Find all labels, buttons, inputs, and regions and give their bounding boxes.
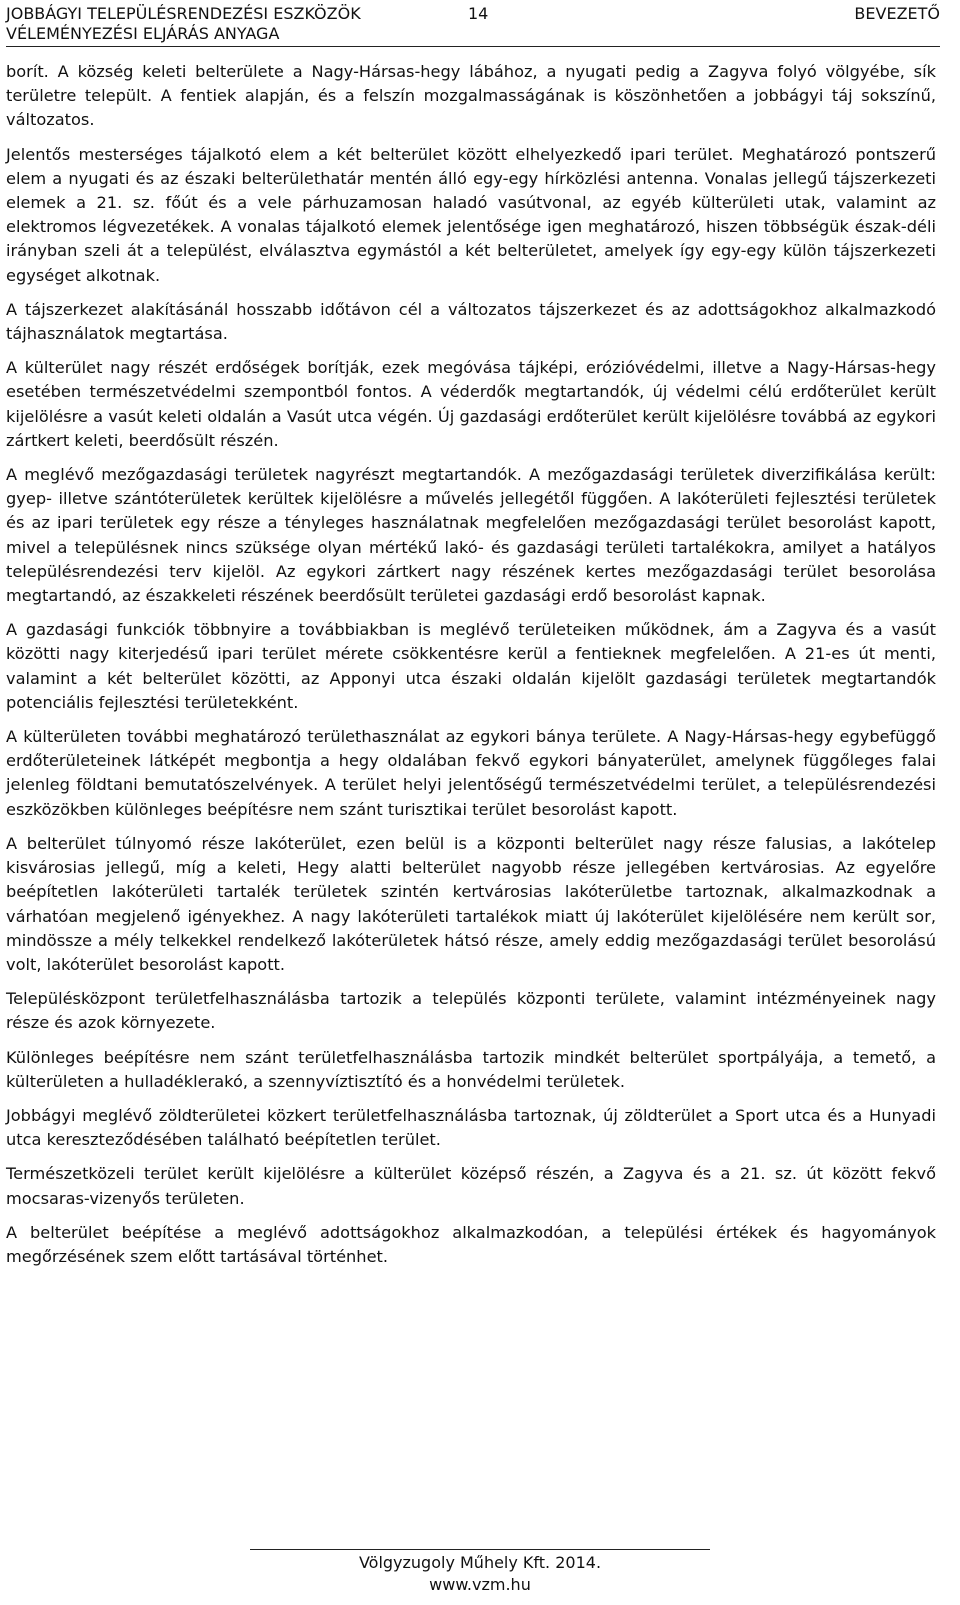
page-number: 14 — [468, 4, 489, 23]
document-title — [6, 4, 361, 44]
body-text — [6, 60, 936, 1279]
paragraph: Jelentős mesterséges tájalkotó elem a két belterület között elhelyezkedő ipari terület. Meghatározó pontszerű elem a nyugati és az északi belterülethatár mentén álló egy-egy hírközlési antenna. Vonalas jellegű tájszerkezeti elemek a 21. sz. főút és a vele párhuzamosan haladó vasútvonal, az egyéb külterületi utak, valamint az elektromos légvezetékek. A vonalas tájalkotó elemek jelentősége igen meghatározó, hiszen többségük észak-déli irányban szeli át a települést, elválasztva egymástól a két belterületet, amelyek így egy-egy külön tájszerkezeti egységet alkotnak. — [6, 144, 936, 285]
paragraph: A meglévő mezőgazdasági területek nagyrészt megtartandók. A mezőgazdasági területek diverzifikálása került: gyep- illetve szántóterületek kerültek kijelölésre a művelés jellegétől függően. A lakóterületi fejlesztési területek és az ipari területek egy része a tényleges használatnak megfelelően mezőgazdasági terület besorolást kapott, mivel a településnek nincs szüksége olyan mértékű lakó- és gazdasági területi tartalékokra, amilyet a hatályos településrendezési terv kijelöl. Az egykori zártkert nagy részének kertes mezőgazdasági terület besorolása megtartandó, az északkeleti részének beerdősült területei gazdasági erdő besorolást kapnak. — [6, 465, 936, 606]
page-footer — [0, 1552, 960, 1596]
document-title-line1: JOBBÁGYI TELEPÜLÉSRENDEZÉSI ESZKÖZÖK — [6, 4, 361, 23]
page-header — [6, 2, 940, 47]
footer-divider — [250, 1549, 710, 1550]
paragraph: A belterület beépítése a meglévő adottságokhoz alkalmazkodóan, a települési értékek és hagyományok megőrzésének szem előtt tartásával történhet. — [6, 1222, 936, 1266]
paragraph: A gazdasági funkciók többnyire a továbbiakban is meglévő területeiken működnek, ám a Zagyva és a vasút közötti nagy kiterjedésű ipari terület mérete csökkentésre kerül a fentieknek megfelelően. A 21-es út menti, valamint a két belterület közötti, az Apponyi utca északi oldalán kijelölt gazdasági területek megtartandók potenciális fejlesztési területekként. — [6, 620, 936, 712]
paragraph: Különleges beépítésre nem szánt területfelhasználásba tartozik mindkét belterület sportpályája, a temető, a külterületen a hulladéklerakó, a szennyvíztisztító és a honvédelmi területek. — [6, 1047, 936, 1091]
paragraph: A külterületen további meghatározó területhasználat az egykori bánya területe. A Nagy-Hársas-hegy egybefüggő erdőterületeinek látképét megbontja a hegy oldalában fekvő egykori bányaterület, amelynek függőleges falai jelenleg földtani bemutatószelvények. A terület helyi jelentőségű természetvédelmi terület, a településrendezési eszközökben különleges beépítésre nem szánt turisztikai terület besorolást kapott. — [6, 727, 936, 819]
paragraph: A tájszerkezet alakításánál hosszabb időtávon cél a változatos tájszerkezet és az adottságokhoz alkalmazkodó tájhasználatok megtartása. — [6, 299, 936, 344]
paragraph: borít. A község keleti belterülete a Nagy-Hársas-hegy lábához, a nyugati pedig a Zagyva folyó völgyébe, sík területre települt. A fentiek alapján, és a felszín mozgalmasságának is köszönhetően a jobbágyi táj sokszínű, változatos. — [6, 62, 936, 130]
footer-company: Völgyzugoly Műhely Kft. 2014. — [358, 1553, 602, 1572]
paragraph: A belterület túlnyomó része lakóterület, ezen belül is a központi belterület nagy része falusias, a lakótelep kisvárosias jellegű, míg a keleti, Hegy alatti belterület nagyobb része jellegében kertvárosias. Az egyelőre beépítetlen lakóterületi tartalék területek szintén kertvárosias lakóterületbe tartoznak, alkalmazkodnak a várhatóan megjelenő igényekhez. A nagy lakóterületi tartalékok miatt új lakóterület kijelölésére nem került sor, mindössze a mély telkekkel rendelkező lakóterületek hátsó része, amely eddig mezőgazdasági terület besorolású volt, lakóterület besorolást kapott. — [6, 833, 936, 974]
footer-website: www.vzm.hu — [429, 1575, 531, 1594]
paragraph: Természetközeli terület került kijelölésre a külterület középső részén, a Zagyva és a 21. sz. út között fekvő mocsaras-vizenyős területen. — [6, 1164, 936, 1208]
paragraph: Jobbágyi meglévő zöldterületei közkert területfelhasználásba tartoznak, új zöldterület a Sport utca és a Hunyadi utca kereszteződésében található beépítetlen terület. — [6, 1105, 936, 1150]
paragraph: A külterület nagy részét erdőségek borítják, ezek megóvása tájképi, erózióvédelmi, illetve a Nagy-Hársas-hegy esetében természetvédelmi szempontból fontos. A véderdők megtartandók, új védelmi célú erdőterület került kijelölésre a vasút keleti oldalán a Vasút utca végén. Új gazdasági erdőterület került kijelölésre továbbá az egykori zártkert keleti, beerdősült részén. — [6, 358, 936, 450]
section-title: BEVEZETŐ — [854, 4, 940, 23]
paragraph: Településközpont területfelhasználásba tartozik a település központi területe, valamint intézményeinek nagy része és azok környezete. — [6, 989, 936, 1033]
document-title-line2: VÉLEMÉNYEZÉSI ELJÁRÁS ANYAGA — [6, 24, 280, 43]
